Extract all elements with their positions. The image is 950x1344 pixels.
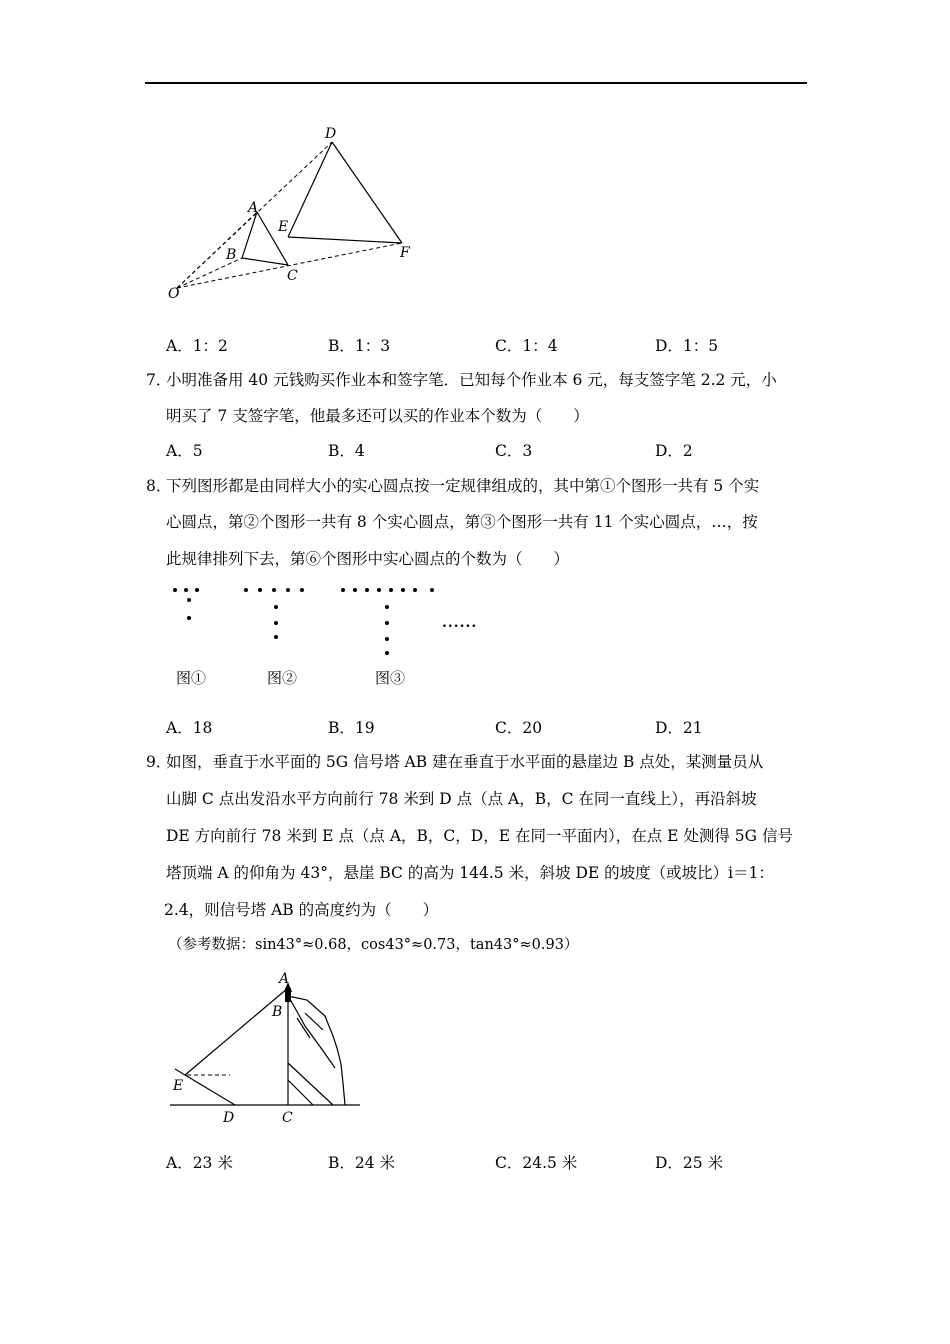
q7-option-a[interactable]: A．5	[166, 442, 203, 460]
similar-triangles-figure	[160, 120, 430, 305]
q9-option-b[interactable]: B．24 米	[328, 1154, 396, 1172]
q8-number: 8．	[146, 477, 172, 495]
dot	[385, 637, 389, 641]
q7-text-line1: 小明准备用 40 元钱购买作业本和签字笔．已知每个作业本 6 元，每支签字笔 2.2 元，小	[166, 371, 777, 389]
label-a: A	[248, 200, 259, 216]
q7-number: 7．	[146, 371, 172, 389]
q9-option-d[interactable]: D．25 米	[655, 1154, 724, 1172]
dot	[286, 588, 290, 592]
dot	[377, 588, 381, 592]
q6-option-a[interactable]: A．1：2	[166, 337, 228, 355]
label-a: A	[279, 971, 290, 987]
dot	[187, 616, 191, 620]
q7-option-d[interactable]: D．2	[655, 442, 693, 460]
dot	[195, 588, 199, 592]
label-b: B	[226, 247, 237, 263]
dot	[274, 635, 278, 639]
q8-option-d[interactable]: D．21	[655, 719, 703, 737]
q8-option-a[interactable]: A．18	[166, 719, 213, 737]
dot	[385, 605, 389, 609]
label-c: C	[287, 268, 298, 284]
dot	[300, 588, 304, 592]
q7-option-b[interactable]: B．4	[328, 442, 365, 460]
q8-text-line1: 下列图形都是由同样大小的实心圆点按一定规律组成的，其中第①个图形一共有 5 个实	[166, 477, 760, 495]
dot	[173, 588, 177, 592]
dot	[389, 588, 393, 592]
q9-text-line1: 如图，垂直于水平面的 5G 信号塔 AB 建在垂直于水平面的悬崖边 B 点处，某测量员从	[166, 753, 764, 771]
q9-option-a[interactable]: A．23 米	[166, 1154, 233, 1172]
q8-option-b[interactable]: B．19	[328, 719, 375, 737]
q9-option-c[interactable]: C．24.5 米	[495, 1154, 578, 1172]
dot	[184, 588, 188, 592]
q6-option-c[interactable]: C．1：4	[495, 337, 558, 355]
q9-text-line3: DE 方向前行 78 米到 E 点（点 A，B，C，D，E 在同一平面内），在点 E 处测得 5G 信号	[166, 827, 793, 845]
label-f: F	[400, 245, 410, 261]
q6-option-d[interactable]: D．1：5	[655, 337, 719, 355]
q9-text-line4: 塔顶端 A 的仰角为 43°，悬崖 BC 的高为 144.5 米，斜坡 DE 的坡度（或坡比）i＝1：	[166, 864, 774, 882]
label-e: E	[173, 1078, 184, 1094]
dot	[258, 588, 262, 592]
q9-text-line2: 山脚 C 点出发沿水平方向前行 78 米到 D 点（点 A，B，C 在同一直线上），再沿斜坡	[166, 790, 757, 808]
label-c: C	[282, 1110, 293, 1126]
q9-number: 9．	[146, 753, 172, 771]
dot	[353, 588, 357, 592]
q9-reference-data: （参考数据：sin43°≈0.68，cos43°≈0.73，tan43°≈0.93）	[168, 937, 579, 953]
dot	[401, 588, 405, 592]
dot	[385, 651, 389, 655]
dot	[430, 588, 434, 592]
dot	[272, 588, 276, 592]
label-d: D	[223, 1110, 235, 1126]
label-o: O	[168, 286, 180, 302]
dot	[413, 588, 417, 592]
q8-text-line2: 心圆点，第②个图形一共有 8 个实心圆点，第③个图形一共有 11 个实心圆点，…，按	[166, 513, 758, 531]
q8-text-line3: 此规律排列下去，第⑥个图形中实心圆点的个数为（ ）	[166, 550, 570, 568]
dot	[244, 588, 248, 592]
q8-option-c[interactable]: C．20	[495, 719, 543, 737]
dot	[341, 588, 345, 592]
dot	[274, 621, 278, 625]
q6-option-b[interactable]: B．1：3	[328, 337, 391, 355]
dot	[385, 621, 389, 625]
label-e: E	[278, 219, 289, 235]
q7-text-line2: 明买了 7 支签字笔，他最多还可以买的作业本个数为（ ）	[166, 407, 589, 425]
signal-tower-figure	[165, 968, 370, 1128]
pattern-ellipsis: ......	[442, 615, 478, 631]
q7-option-c[interactable]: C．3	[495, 442, 533, 460]
label-d: D	[325, 126, 337, 142]
dot	[365, 588, 369, 592]
dot-pattern-figures	[170, 585, 478, 665]
figure-caption-3: 图③	[375, 669, 406, 687]
header-rule	[145, 82, 807, 84]
figure-caption-2: 图②	[267, 669, 298, 687]
label-b: B	[272, 1004, 283, 1020]
dot	[274, 605, 278, 609]
q9-text-line5: 2.4，则信号塔 AB 的高度约为（ ）	[164, 901, 439, 919]
dot	[187, 598, 191, 602]
figure-caption-1: 图①	[176, 669, 207, 687]
